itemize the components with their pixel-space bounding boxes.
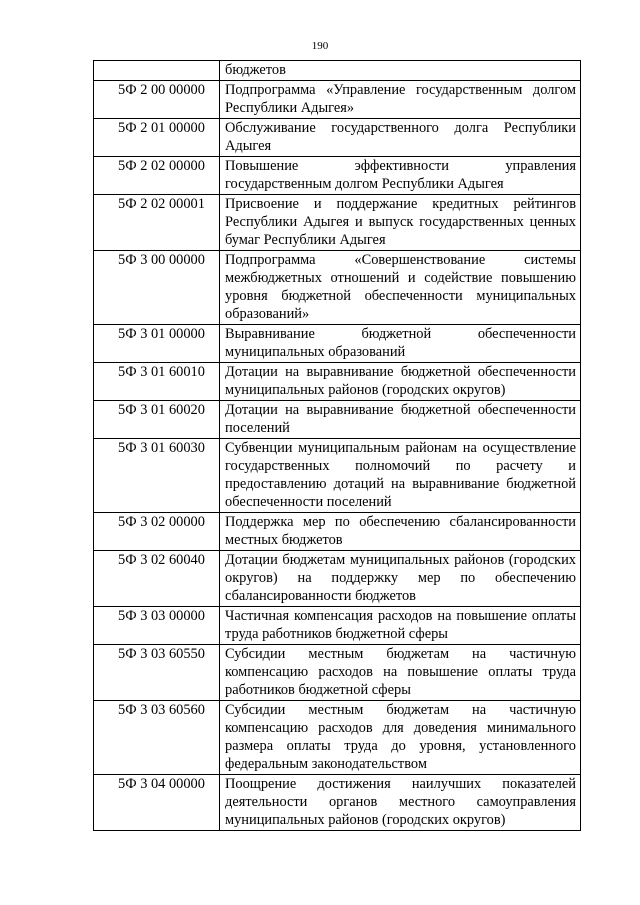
- name-cell: Субсидии местным бюджетам на частичную компенсацию расходов на повышение оплаты труда работников бюджетной сферы: [220, 645, 581, 701]
- table-row: [94, 645, 581, 701]
- name-cell: Присвоение и поддержание кредитных рейтингов Республики Адыгея и выпуск государственных ценных бумаг Республики Адыгея: [220, 195, 581, 251]
- name-cell: Субвенции муниципальным районам на осуществление государственных полномочий по расчету и предоставлению дотаций на выравнивание бюджетной обеспеченности поселений: [220, 439, 581, 513]
- code-cell: 5Ф 3 03 60560: [94, 701, 220, 775]
- table-row: [94, 157, 581, 195]
- code-cell: 5Ф 3 01 60010: [94, 363, 220, 401]
- name-cell: Выравнивание бюджетной обеспеченности муниципальных образований: [220, 325, 581, 363]
- code-cell: 5Ф 2 01 00000: [94, 119, 220, 157]
- code-cell: [94, 61, 220, 81]
- table-row: [94, 119, 581, 157]
- table-row: [94, 401, 581, 439]
- name-cell: Дотации бюджетам муниципальных районов (городских округов) на поддержку мер по обеспечению сбалансированности бюджетов: [220, 551, 581, 607]
- table-row: [94, 195, 581, 251]
- code-cell: 5Ф 3 04 00000: [94, 775, 220, 831]
- code-cell: 5Ф 3 01 60020: [94, 401, 220, 439]
- table-row: [94, 325, 581, 363]
- name-cell: Дотации на выравнивание бюджетной обеспеченности поселений: [220, 401, 581, 439]
- page-number: 190: [311, 40, 329, 52]
- table-body: [94, 61, 581, 831]
- table-row: [94, 701, 581, 775]
- name-cell: Субсидии местным бюджетам на частичную компенсацию расходов для доведения минимального размера оплаты труда до уровня, установленного федеральным законодательством: [220, 701, 581, 775]
- name-cell: Подпрограмма «Совершенствование системы межбюджетных отношений и содействие повышению уровня бюджетной обеспеченности муниципальных образований»: [220, 251, 581, 325]
- code-cell: 5Ф 3 00 00000: [94, 251, 220, 325]
- code-cell: 5Ф 3 03 60550: [94, 645, 220, 701]
- table-row: [94, 513, 581, 551]
- table-row: [94, 551, 581, 607]
- table-row: [94, 251, 581, 325]
- name-cell: Подпрограмма «Управление государственным долгом Республики Адыгея»: [220, 81, 581, 119]
- code-cell: 5Ф 2 00 00000: [94, 81, 220, 119]
- name-cell: Поддержка мер по обеспечению сбалансированности местных бюджетов: [220, 513, 581, 551]
- table-row: [94, 607, 581, 645]
- table-row: [94, 439, 581, 513]
- table-row: [94, 81, 581, 119]
- code-cell: 5Ф 3 02 00000: [94, 513, 220, 551]
- code-cell: 5Ф 3 01 60030: [94, 439, 220, 513]
- table-row: [94, 61, 581, 81]
- name-cell: Поощрение достижения наилучших показателей деятельности органов местного самоуправления муниципальных районов (городских округов): [220, 775, 581, 831]
- code-cell: 5Ф 3 02 60040: [94, 551, 220, 607]
- name-cell: бюджетов: [220, 61, 581, 81]
- code-cell: 5Ф 3 03 00000: [94, 607, 220, 645]
- table-row: [94, 363, 581, 401]
- code-cell: 5Ф 3 01 00000: [94, 325, 220, 363]
- name-cell: Обслуживание государственного долга Республики Адыгея: [220, 119, 581, 157]
- code-cell: 5Ф 2 02 00000: [94, 157, 220, 195]
- budget-classification-table: [93, 60, 581, 831]
- name-cell: Частичная компенсация расходов на повышение оплаты труда работников бюджетной сферы: [220, 607, 581, 645]
- table-row: [94, 775, 581, 831]
- name-cell: Дотации на выравнивание бюджетной обеспеченности муниципальных районов (городских округов): [220, 363, 581, 401]
- name-cell: Повышение эффективности управления государственным долгом Республики Адыгея: [220, 157, 581, 195]
- code-cell: 5Ф 2 02 00001: [94, 195, 220, 251]
